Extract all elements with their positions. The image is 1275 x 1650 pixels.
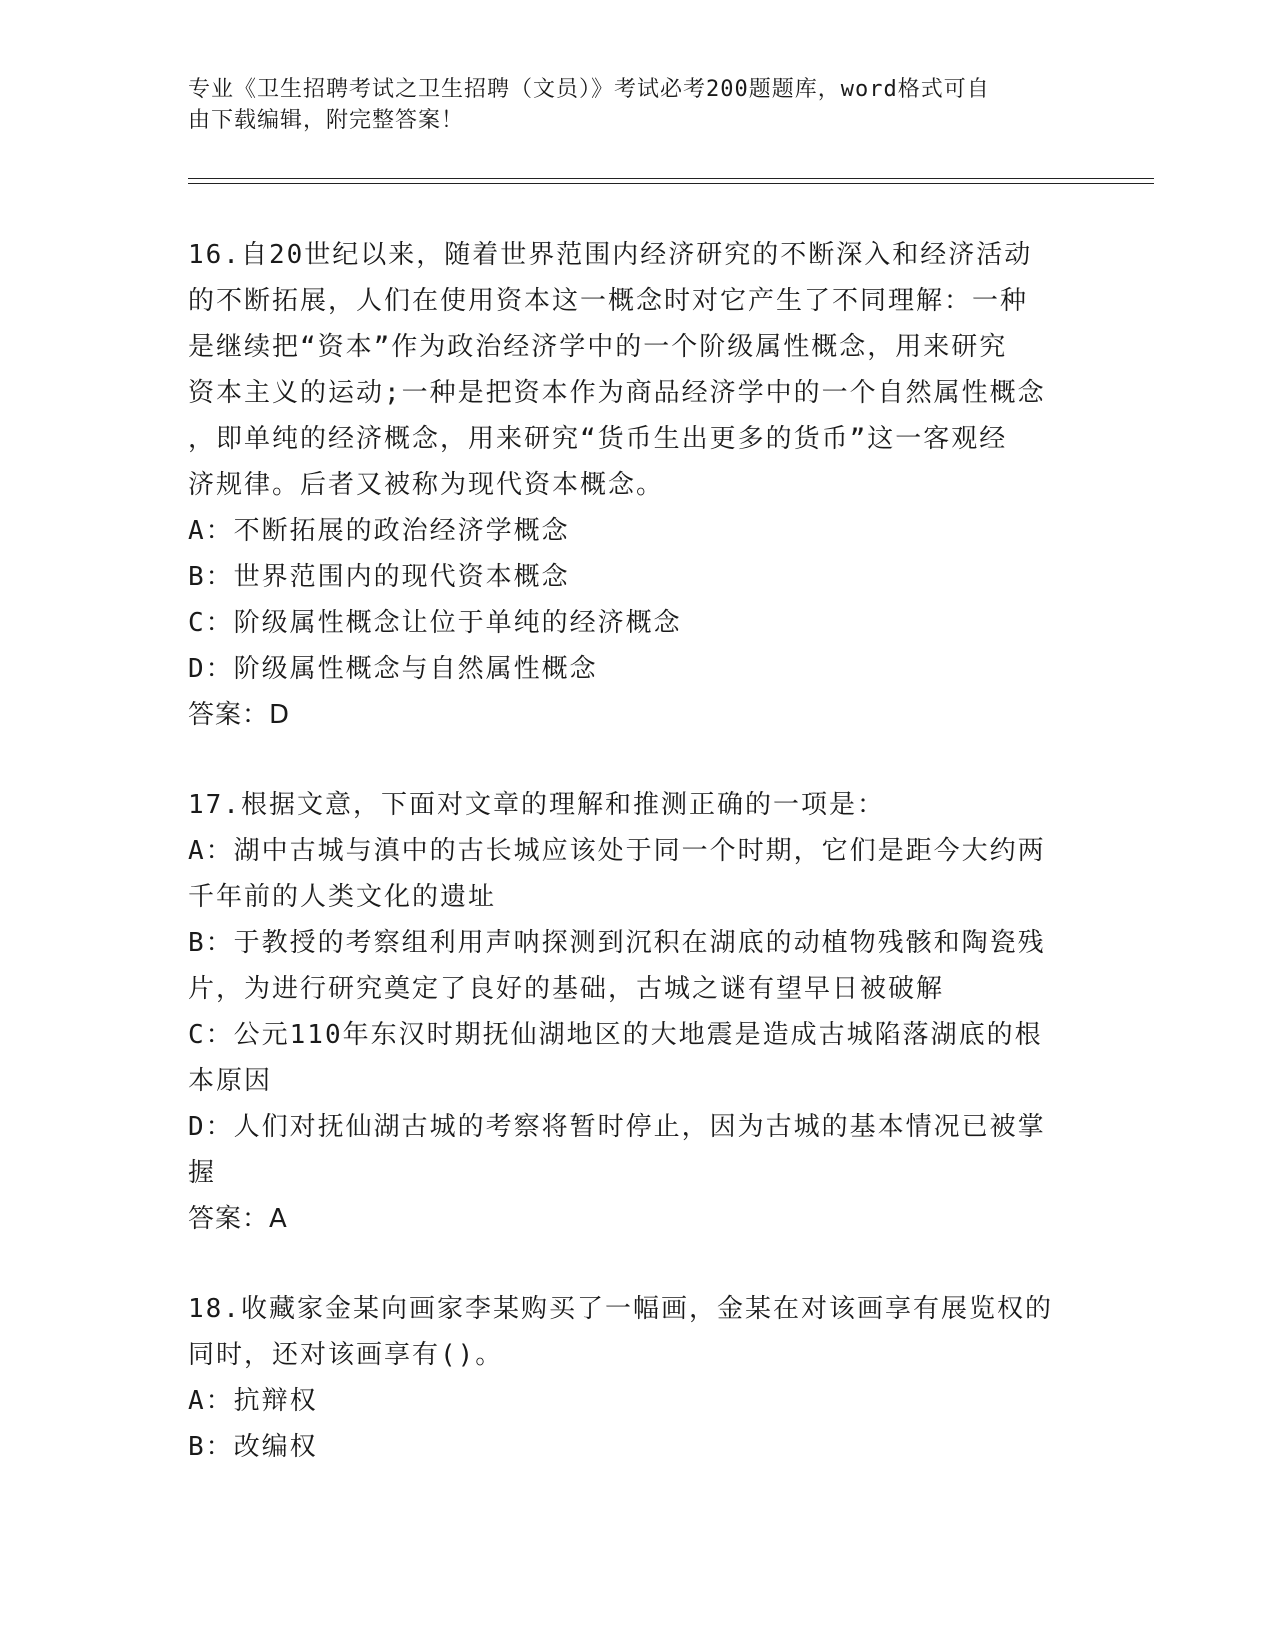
option-a: A：湖中古城与滇中的古长城应该处于同一个时期，它们是距今大约两: [188, 836, 1046, 866]
option-a: A：抗辩权: [188, 1386, 318, 1416]
option-c: C：公元110年东汉时期抚仙湖地区的大地震是造成古城陷落湖底的根: [188, 1020, 1043, 1050]
question-block: [188, 232, 1088, 738]
option-d: D：阶级属性概念与自然属性概念: [188, 654, 598, 684]
option-a-continued: 千年前的人类文化的遗址: [188, 882, 497, 912]
header-line: 专业《卫生招聘考试之卫生招聘（文员）》考试必考200题题库，word格式可自: [188, 77, 990, 102]
option-b: B：改编权: [188, 1432, 318, 1462]
question-stem-line: 17.根据文意，下面对文章的理解和推测正确的一项是：: [188, 790, 885, 820]
header-divider: [188, 178, 1154, 179]
header-divider: [188, 183, 1154, 184]
option-b-continued: 片，为进行研究奠定了良好的基础，古城之谜有望早日被破解: [188, 974, 945, 1004]
question-stem-line: 18.收藏家金某向画家李某购买了一幅画，金某在对该画享有展览权的: [188, 1294, 1053, 1324]
option-c-continued: 本原因: [188, 1066, 273, 1096]
question-stem-line: 资本主义的运动;一种是把资本作为商品经济学中的一个自然属性概念: [188, 378, 1046, 408]
option-d-continued: 握: [188, 1158, 217, 1188]
question-stem-line: 是继续把“资本”作为政治经济学中的一个阶级属性概念，用来研究: [188, 332, 1008, 362]
question-stem-line: 16.自20世纪以来，随着世界范围内经济研究的不断深入和经济活动: [188, 240, 1033, 270]
question-block: [188, 782, 1088, 1242]
option-d: D：人们对抚仙湖古城的考察将暂时停止，因为古城的基本情况已被掌: [188, 1112, 1046, 1142]
option-c: C：阶级属性概念让位于单纯的经济概念: [188, 608, 682, 638]
option-b: B：世界范围内的现代资本概念: [188, 562, 570, 592]
option-b: B：于教授的考察组利用声呐探测到沉积在湖底的动植物残骸和陶瓷残: [188, 928, 1046, 958]
question-stem-line: ，即单纯的经济概念，用来研究“货币生出更多的货币”这一客观经: [188, 424, 1008, 454]
option-a: A：不断拓展的政治经济学概念: [188, 516, 570, 546]
answer-line: 答案：D: [188, 700, 291, 730]
question-stem-line: 同时，还对该画享有()。: [188, 1340, 504, 1370]
document-header: [188, 74, 1088, 136]
header-line: 由下载编辑，附完整答案！: [188, 108, 465, 133]
question-stem-line: 济规律。后者又被称为现代资本概念。: [188, 470, 665, 500]
question-block: [188, 1286, 1088, 1470]
question-list: [188, 232, 1088, 1470]
question-stem-line: 的不断拓展，人们在使用资本这一概念时对它产生了不同理解：一种: [188, 286, 1029, 316]
answer-line: 答案：A: [188, 1204, 288, 1234]
